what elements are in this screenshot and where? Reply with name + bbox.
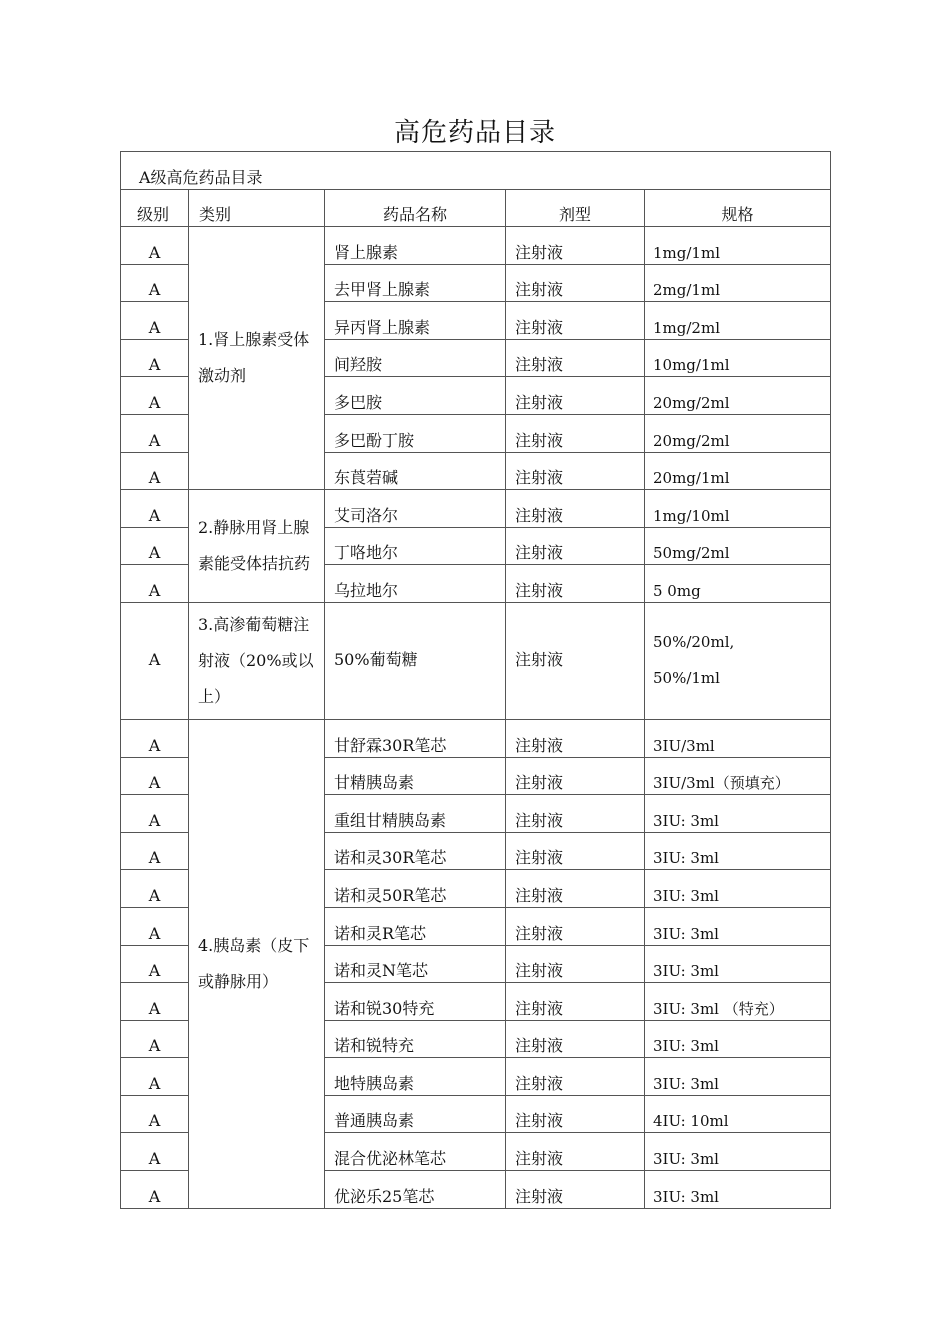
drug-name-cell: 诺和灵R笔芯: [325, 907, 506, 945]
level-cell: A: [121, 1058, 189, 1096]
drug-name-cell: 优泌乐25笔芯: [325, 1171, 506, 1209]
dosage-form-cell: 注射液: [506, 1171, 645, 1209]
spec-cell: 50mg/2ml: [645, 527, 831, 565]
level-cell: A: [121, 795, 189, 833]
spec-cell: 1mg/2ml: [645, 302, 831, 340]
spec-cell: 1mg/1ml: [645, 227, 831, 265]
dosage-form-cell: 注射液: [506, 907, 645, 945]
category-cell: 1.肾上腺素受体激动剂: [189, 227, 325, 490]
section-label: A级高危药品目录: [121, 152, 831, 190]
dosage-form-cell: 注射液: [506, 757, 645, 795]
spec-cell: 20mg/1ml: [645, 452, 831, 490]
spec-cell: 3IU: 3ml: [645, 795, 831, 833]
drug-name-cell: 艾司洛尔: [325, 490, 506, 528]
table-row: [121, 227, 831, 265]
dosage-form-cell: 注射液: [506, 983, 645, 1021]
spec-cell: 2mg/1ml: [645, 264, 831, 302]
category-cell: 2.静脉用肾上腺素能受体拮抗药: [189, 490, 325, 603]
drug-name-cell: 多巴胺: [325, 377, 506, 415]
dosage-form-cell: 注射液: [506, 832, 645, 870]
spec-line: 50%/1ml: [653, 668, 720, 687]
dosage-form-cell: 注射液: [506, 1058, 645, 1096]
level-cell: A: [121, 490, 189, 528]
dosage-form-cell: 注射液: [506, 1133, 645, 1171]
dosage-form-cell: 注射液: [506, 227, 645, 265]
spec-cell: 10mg/1ml: [645, 339, 831, 377]
drug-name-cell: 重组甘精胰岛素: [325, 795, 506, 833]
level-cell: A: [121, 602, 189, 719]
drug-name-cell: 50%葡萄糖: [325, 602, 506, 719]
spec-cell: 3IU: 3ml: [645, 1058, 831, 1096]
level-cell: A: [121, 1095, 189, 1133]
drug-name-cell: 诺和锐30特充: [325, 983, 506, 1021]
spec-cell: 3IU: 3ml: [645, 870, 831, 908]
header-name: 药品名称: [325, 190, 506, 227]
dosage-form-cell: 注射液: [506, 414, 645, 452]
table-row: [121, 719, 831, 757]
level-cell: A: [121, 227, 189, 265]
spec-cell: 1mg/10ml: [645, 490, 831, 528]
header-spec: 规格: [645, 190, 831, 227]
level-cell: A: [121, 907, 189, 945]
dosage-form-cell: 注射液: [506, 870, 645, 908]
drug-name-cell: 诺和锐特充: [325, 1020, 506, 1058]
dosage-form-cell: 注射液: [506, 565, 645, 603]
drug-name-cell: 混合优泌林笔芯: [325, 1133, 506, 1171]
level-cell: A: [121, 264, 189, 302]
level-cell: A: [121, 1133, 189, 1171]
dosage-form-cell: 注射液: [506, 945, 645, 983]
drug-table: [120, 151, 831, 1209]
dosage-form-cell: 注射液: [506, 302, 645, 340]
spec-cell: 3IU/3ml: [645, 719, 831, 757]
spec-cell: [645, 602, 831, 719]
dosage-form-cell: 注射液: [506, 719, 645, 757]
page-title: 高危药品目录: [393, 118, 556, 148]
drug-name-cell: 乌拉地尔: [325, 565, 506, 603]
level-cell: A: [121, 945, 189, 983]
level-cell: A: [121, 565, 189, 603]
drug-name-cell: 东莨菪碱: [325, 452, 506, 490]
drug-name-cell: 甘精胰岛素: [325, 757, 506, 795]
spec-cell: 3IU/3ml（预填充）: [645, 757, 831, 795]
spec-cell: 3IU: 3ml: [645, 945, 831, 983]
table-row: [121, 602, 831, 719]
spec-line: 50%/20ml,: [653, 632, 735, 651]
drug-name-cell: 诺和灵30R笔芯: [325, 832, 506, 870]
dosage-form-cell: 注射液: [506, 527, 645, 565]
table-row: [121, 490, 831, 528]
dosage-form-cell: 注射液: [506, 339, 645, 377]
category-cell: 4.胰岛素（皮下或静脉用）: [189, 719, 325, 1208]
dosage-form-cell: 注射液: [506, 264, 645, 302]
dosage-form-cell: 注射液: [506, 602, 645, 719]
level-cell: A: [121, 452, 189, 490]
dosage-form-cell: 注射液: [506, 490, 645, 528]
drug-name-cell: 肾上腺素: [325, 227, 506, 265]
level-cell: A: [121, 870, 189, 908]
level-cell: A: [121, 832, 189, 870]
drug-name-cell: 普通胰岛素: [325, 1095, 506, 1133]
drug-name-cell: 甘舒霖30R笔芯: [325, 719, 506, 757]
level-cell: A: [121, 1171, 189, 1209]
spec-cell: 3IU: 3ml: [645, 1133, 831, 1171]
header-category: 类别: [189, 190, 325, 227]
spec-cell: 5 0mg: [645, 565, 831, 603]
level-cell: A: [121, 414, 189, 452]
dosage-form-cell: 注射液: [506, 795, 645, 833]
level-cell: A: [121, 719, 189, 757]
spec-cell: 3IU: 3ml （特充）: [645, 983, 831, 1021]
header-row: [121, 190, 831, 227]
spec-cell: 20mg/2ml: [645, 414, 831, 452]
level-cell: A: [121, 1020, 189, 1058]
drug-name-cell: 地特胰岛素: [325, 1058, 506, 1096]
level-cell: A: [121, 757, 189, 795]
drug-name-cell: 多巴酚丁胺: [325, 414, 506, 452]
level-cell: A: [121, 302, 189, 340]
drug-name-cell: 间羟胺: [325, 339, 506, 377]
dosage-form-cell: 注射液: [506, 452, 645, 490]
drug-name-cell: 去甲肾上腺素: [325, 264, 506, 302]
level-cell: A: [121, 527, 189, 565]
spec-cell: 4IU: 10ml: [645, 1095, 831, 1133]
section-row: [121, 152, 831, 190]
dosage-form-cell: 注射液: [506, 1095, 645, 1133]
drug-name-cell: 诺和灵N笔芯: [325, 945, 506, 983]
dosage-form-cell: 注射液: [506, 377, 645, 415]
header-form: 剂型: [506, 190, 645, 227]
drug-name-cell: 诺和灵50R笔芯: [325, 870, 506, 908]
level-cell: A: [121, 983, 189, 1021]
dosage-form-cell: 注射液: [506, 1020, 645, 1058]
spec-cell: 3IU: 3ml: [645, 1171, 831, 1209]
spec-cell: 3IU: 3ml: [645, 1020, 831, 1058]
header-level: 级别: [121, 190, 189, 227]
spec-cell: 3IU: 3ml: [645, 907, 831, 945]
drug-name-cell: 丁咯地尔: [325, 527, 506, 565]
spec-cell: 3IU: 3ml: [645, 832, 831, 870]
drug-name-cell: 异丙肾上腺素: [325, 302, 506, 340]
level-cell: A: [121, 339, 189, 377]
level-cell: A: [121, 377, 189, 415]
category-cell: 3.高渗葡萄糖注射液（20%或以上）: [189, 602, 325, 719]
spec-cell: 20mg/2ml: [645, 377, 831, 415]
